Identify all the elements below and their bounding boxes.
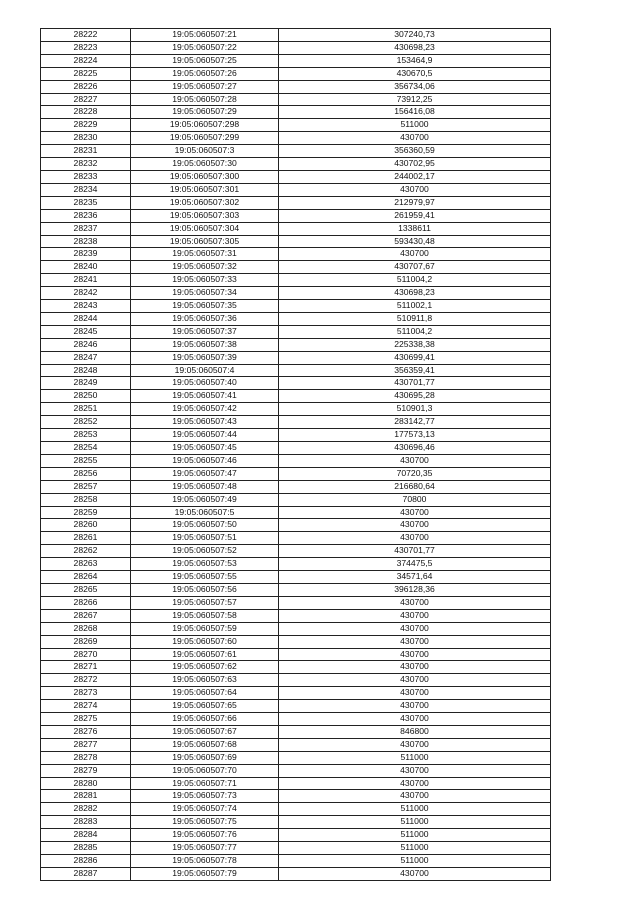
table-row bbox=[41, 777, 551, 790]
value-cell: 430701,77 bbox=[279, 545, 551, 558]
row-number-cell: 28264 bbox=[41, 571, 131, 584]
table-row bbox=[41, 480, 551, 493]
value-cell: 430700 bbox=[279, 713, 551, 726]
value-cell: 177573,13 bbox=[279, 429, 551, 442]
cadastral-number-cell: 19:05:060507:26 bbox=[131, 67, 279, 80]
row-number-cell: 28248 bbox=[41, 364, 131, 377]
table-row bbox=[41, 454, 551, 467]
row-number-cell: 28252 bbox=[41, 416, 131, 429]
cadastral-number-cell: 19:05:060507:42 bbox=[131, 403, 279, 416]
row-number-cell: 28225 bbox=[41, 67, 131, 80]
table-row bbox=[41, 312, 551, 325]
value-cell: 70720,35 bbox=[279, 467, 551, 480]
cadastral-number-cell: 19:05:060507:70 bbox=[131, 764, 279, 777]
cadastral-number-cell: 19:05:060507:75 bbox=[131, 816, 279, 829]
value-cell: 430700 bbox=[279, 532, 551, 545]
table-row bbox=[41, 67, 551, 80]
row-number-cell: 28242 bbox=[41, 287, 131, 300]
row-number-cell: 28266 bbox=[41, 596, 131, 609]
value-cell: 225338,38 bbox=[279, 338, 551, 351]
cadastral-number-cell: 19:05:060507:50 bbox=[131, 519, 279, 532]
table-row bbox=[41, 764, 551, 777]
value-cell: 430698,23 bbox=[279, 287, 551, 300]
table-row bbox=[41, 364, 551, 377]
row-number-cell: 28258 bbox=[41, 493, 131, 506]
value-cell: 430699,41 bbox=[279, 351, 551, 364]
row-number-cell: 28238 bbox=[41, 235, 131, 248]
cadastral-number-cell: 19:05:060507:74 bbox=[131, 803, 279, 816]
value-cell: 430700 bbox=[279, 248, 551, 261]
value-cell: 511002,1 bbox=[279, 300, 551, 313]
table-row bbox=[41, 196, 551, 209]
value-cell: 430701,77 bbox=[279, 377, 551, 390]
cadastral-number-cell: 19:05:060507:27 bbox=[131, 80, 279, 93]
value-cell: 430700 bbox=[279, 132, 551, 145]
table-row bbox=[41, 635, 551, 648]
row-number-cell: 28276 bbox=[41, 725, 131, 738]
cadastral-number-cell: 19:05:060507:21 bbox=[131, 29, 279, 42]
cadastral-number-cell: 19:05:060507:41 bbox=[131, 390, 279, 403]
table-row bbox=[41, 261, 551, 274]
table-row bbox=[41, 467, 551, 480]
table-row bbox=[41, 571, 551, 584]
row-number-cell: 28237 bbox=[41, 222, 131, 235]
table-row bbox=[41, 274, 551, 287]
cadastral-number-cell: 19:05:060507:51 bbox=[131, 532, 279, 545]
value-cell: 511004,2 bbox=[279, 325, 551, 338]
value-cell: 430700 bbox=[279, 506, 551, 519]
row-number-cell: 28239 bbox=[41, 248, 131, 261]
row-number-cell: 28272 bbox=[41, 674, 131, 687]
row-number-cell: 28270 bbox=[41, 648, 131, 661]
row-number-cell: 28285 bbox=[41, 842, 131, 855]
table-row bbox=[41, 558, 551, 571]
value-cell: 511000 bbox=[279, 855, 551, 868]
value-cell: 511000 bbox=[279, 816, 551, 829]
row-number-cell: 28261 bbox=[41, 532, 131, 545]
cadastral-number-cell: 19:05:060507:304 bbox=[131, 222, 279, 235]
cadastral-number-cell: 19:05:060507:67 bbox=[131, 725, 279, 738]
cadastral-number-cell: 19:05:060507:47 bbox=[131, 467, 279, 480]
table-row bbox=[41, 532, 551, 545]
row-number-cell: 28259 bbox=[41, 506, 131, 519]
row-number-cell: 28251 bbox=[41, 403, 131, 416]
value-cell: 396128,36 bbox=[279, 583, 551, 596]
row-number-cell: 28281 bbox=[41, 790, 131, 803]
table-row bbox=[41, 132, 551, 145]
cadastral-number-cell: 19:05:060507:32 bbox=[131, 261, 279, 274]
table-body bbox=[41, 29, 551, 881]
row-number-cell: 28273 bbox=[41, 687, 131, 700]
table-row bbox=[41, 235, 551, 248]
row-number-cell: 28228 bbox=[41, 106, 131, 119]
cadastral-number-cell: 19:05:060507:59 bbox=[131, 622, 279, 635]
row-number-cell: 28230 bbox=[41, 132, 131, 145]
row-number-cell: 28256 bbox=[41, 467, 131, 480]
value-cell: 307240,73 bbox=[279, 29, 551, 42]
value-cell: 244002,17 bbox=[279, 170, 551, 183]
table-row bbox=[41, 842, 551, 855]
cadastral-number-cell: 19:05:060507:55 bbox=[131, 571, 279, 584]
cadastral-number-cell: 19:05:060507:61 bbox=[131, 648, 279, 661]
value-cell: 430700 bbox=[279, 635, 551, 648]
row-number-cell: 28247 bbox=[41, 351, 131, 364]
row-number-cell: 28265 bbox=[41, 583, 131, 596]
cadastral-number-cell: 19:05:060507:66 bbox=[131, 713, 279, 726]
row-number-cell: 28284 bbox=[41, 829, 131, 842]
table-row bbox=[41, 700, 551, 713]
value-cell: 430700 bbox=[279, 454, 551, 467]
cadastral-number-cell: 19:05:060507:76 bbox=[131, 829, 279, 842]
value-cell: 430670,5 bbox=[279, 67, 551, 80]
cadastral-number-cell: 19:05:060507:34 bbox=[131, 287, 279, 300]
cadastral-number-cell: 19:05:060507:58 bbox=[131, 609, 279, 622]
row-number-cell: 28271 bbox=[41, 661, 131, 674]
row-number-cell: 28268 bbox=[41, 622, 131, 635]
row-number-cell: 28257 bbox=[41, 480, 131, 493]
value-cell: 430700 bbox=[279, 764, 551, 777]
value-cell: 430695,28 bbox=[279, 390, 551, 403]
row-number-cell: 28267 bbox=[41, 609, 131, 622]
cadastral-number-cell: 19:05:060507:4 bbox=[131, 364, 279, 377]
value-cell: 1338611 bbox=[279, 222, 551, 235]
table-row bbox=[41, 222, 551, 235]
value-cell: 356359,41 bbox=[279, 364, 551, 377]
value-cell: 73912,25 bbox=[279, 93, 551, 106]
cadastral-number-cell: 19:05:060507:25 bbox=[131, 54, 279, 67]
row-number-cell: 28236 bbox=[41, 209, 131, 222]
value-cell: 283142,77 bbox=[279, 416, 551, 429]
cadastral-number-cell: 19:05:060507:52 bbox=[131, 545, 279, 558]
row-number-cell: 28254 bbox=[41, 442, 131, 455]
value-cell: 430700 bbox=[279, 609, 551, 622]
row-number-cell: 28233 bbox=[41, 170, 131, 183]
table-row bbox=[41, 519, 551, 532]
cadastral-number-cell: 19:05:060507:57 bbox=[131, 596, 279, 609]
table-row bbox=[41, 442, 551, 455]
cadastral-number-cell: 19:05:060507:49 bbox=[131, 493, 279, 506]
value-cell: 430696,46 bbox=[279, 442, 551, 455]
table-row bbox=[41, 648, 551, 661]
row-number-cell: 28235 bbox=[41, 196, 131, 209]
table-row bbox=[41, 751, 551, 764]
value-cell: 430700 bbox=[279, 700, 551, 713]
table-row bbox=[41, 674, 551, 687]
cadastral-number-cell: 19:05:060507:68 bbox=[131, 738, 279, 751]
value-cell: 511000 bbox=[279, 803, 551, 816]
cadastral-number-cell: 19:05:060507:36 bbox=[131, 312, 279, 325]
cadastral-number-cell: 19:05:060507:45 bbox=[131, 442, 279, 455]
value-cell: 356734,06 bbox=[279, 80, 551, 93]
table-row bbox=[41, 338, 551, 351]
row-number-cell: 28255 bbox=[41, 454, 131, 467]
value-cell: 430698,23 bbox=[279, 41, 551, 54]
table-row bbox=[41, 390, 551, 403]
row-number-cell: 28245 bbox=[41, 325, 131, 338]
cadastral-number-cell: 19:05:060507:46 bbox=[131, 454, 279, 467]
table-row bbox=[41, 713, 551, 726]
value-cell: 430700 bbox=[279, 777, 551, 790]
table-row bbox=[41, 855, 551, 868]
cadastral-number-cell: 19:05:060507:298 bbox=[131, 119, 279, 132]
cadastral-number-cell: 19:05:060507:3 bbox=[131, 145, 279, 158]
cadastral-number-cell: 19:05:060507:299 bbox=[131, 132, 279, 145]
row-number-cell: 28275 bbox=[41, 713, 131, 726]
cadastral-number-cell: 19:05:060507:56 bbox=[131, 583, 279, 596]
cadastral-number-cell: 19:05:060507:77 bbox=[131, 842, 279, 855]
value-cell: 156416,08 bbox=[279, 106, 551, 119]
row-number-cell: 28279 bbox=[41, 764, 131, 777]
row-number-cell: 28232 bbox=[41, 158, 131, 171]
table-row bbox=[41, 325, 551, 338]
cadastral-number-cell: 19:05:060507:35 bbox=[131, 300, 279, 313]
value-cell: 511000 bbox=[279, 842, 551, 855]
table-row bbox=[41, 790, 551, 803]
value-cell: 153464,9 bbox=[279, 54, 551, 67]
table-row bbox=[41, 622, 551, 635]
cadastral-number-cell: 19:05:060507:38 bbox=[131, 338, 279, 351]
table-row bbox=[41, 506, 551, 519]
table-row bbox=[41, 738, 551, 751]
table-row bbox=[41, 416, 551, 429]
cadastral-number-cell: 19:05:060507:73 bbox=[131, 790, 279, 803]
value-cell: 593430,48 bbox=[279, 235, 551, 248]
cadastral-number-cell: 19:05:060507:39 bbox=[131, 351, 279, 364]
value-cell: 374475,5 bbox=[279, 558, 551, 571]
table-row bbox=[41, 377, 551, 390]
value-cell: 511000 bbox=[279, 751, 551, 764]
row-number-cell: 28263 bbox=[41, 558, 131, 571]
table-row bbox=[41, 29, 551, 42]
value-cell: 430700 bbox=[279, 867, 551, 880]
row-number-cell: 28231 bbox=[41, 145, 131, 158]
cadastral-number-cell: 19:05:060507:43 bbox=[131, 416, 279, 429]
cadastral-number-cell: 19:05:060507:300 bbox=[131, 170, 279, 183]
table-row bbox=[41, 403, 551, 416]
row-number-cell: 28246 bbox=[41, 338, 131, 351]
table-row bbox=[41, 803, 551, 816]
value-cell: 510911,8 bbox=[279, 312, 551, 325]
cadastral-number-cell: 19:05:060507:63 bbox=[131, 674, 279, 687]
table-row bbox=[41, 816, 551, 829]
table-row bbox=[41, 829, 551, 842]
value-cell: 430700 bbox=[279, 738, 551, 751]
table-row bbox=[41, 725, 551, 738]
cadastral-number-cell: 19:05:060507:29 bbox=[131, 106, 279, 119]
cadastral-number-cell: 19:05:060507:53 bbox=[131, 558, 279, 571]
row-number-cell: 28250 bbox=[41, 390, 131, 403]
table-row bbox=[41, 351, 551, 364]
table-row bbox=[41, 609, 551, 622]
value-cell: 430700 bbox=[279, 648, 551, 661]
value-cell: 430702,95 bbox=[279, 158, 551, 171]
cadastral-number-cell: 19:05:060507:28 bbox=[131, 93, 279, 106]
table-row bbox=[41, 158, 551, 171]
value-cell: 430700 bbox=[279, 183, 551, 196]
value-cell: 212979,97 bbox=[279, 196, 551, 209]
cadastral-number-cell: 19:05:060507:302 bbox=[131, 196, 279, 209]
cadastral-number-cell: 19:05:060507:22 bbox=[131, 41, 279, 54]
table-row bbox=[41, 209, 551, 222]
table-row bbox=[41, 661, 551, 674]
table-row bbox=[41, 596, 551, 609]
table-row bbox=[41, 170, 551, 183]
value-cell: 430700 bbox=[279, 596, 551, 609]
value-cell: 261959,41 bbox=[279, 209, 551, 222]
table-row bbox=[41, 867, 551, 880]
cadastral-number-cell: 19:05:060507:79 bbox=[131, 867, 279, 880]
table-row bbox=[41, 583, 551, 596]
table-row bbox=[41, 80, 551, 93]
cadastral-number-cell: 19:05:060507:301 bbox=[131, 183, 279, 196]
value-cell: 70800 bbox=[279, 493, 551, 506]
row-number-cell: 28274 bbox=[41, 700, 131, 713]
table-row bbox=[41, 429, 551, 442]
table-row bbox=[41, 106, 551, 119]
row-number-cell: 28240 bbox=[41, 261, 131, 274]
cadastral-number-cell: 19:05:060507:65 bbox=[131, 700, 279, 713]
value-cell: 510901,3 bbox=[279, 403, 551, 416]
value-cell: 430700 bbox=[279, 519, 551, 532]
table-row bbox=[41, 287, 551, 300]
row-number-cell: 28287 bbox=[41, 867, 131, 880]
row-number-cell: 28282 bbox=[41, 803, 131, 816]
row-number-cell: 28280 bbox=[41, 777, 131, 790]
cadastral-number-cell: 19:05:060507:5 bbox=[131, 506, 279, 519]
value-cell: 430700 bbox=[279, 661, 551, 674]
value-cell: 511000 bbox=[279, 119, 551, 132]
cadastral-number-cell: 19:05:060507:78 bbox=[131, 855, 279, 868]
cadastral-number-cell: 19:05:060507:30 bbox=[131, 158, 279, 171]
row-number-cell: 28244 bbox=[41, 312, 131, 325]
cadastral-number-cell: 19:05:060507:62 bbox=[131, 661, 279, 674]
value-cell: 34571,64 bbox=[279, 571, 551, 584]
row-number-cell: 28234 bbox=[41, 183, 131, 196]
row-number-cell: 28226 bbox=[41, 80, 131, 93]
row-number-cell: 28278 bbox=[41, 751, 131, 764]
value-cell: 216680,64 bbox=[279, 480, 551, 493]
row-number-cell: 28223 bbox=[41, 41, 131, 54]
table-row bbox=[41, 493, 551, 506]
row-number-cell: 28283 bbox=[41, 816, 131, 829]
cadastral-number-cell: 19:05:060507:64 bbox=[131, 687, 279, 700]
cadastral-value-table bbox=[40, 28, 551, 881]
cadastral-number-cell: 19:05:060507:33 bbox=[131, 274, 279, 287]
value-cell: 430700 bbox=[279, 674, 551, 687]
value-cell: 511004,2 bbox=[279, 274, 551, 287]
value-cell: 511000 bbox=[279, 829, 551, 842]
cadastral-number-cell: 19:05:060507:44 bbox=[131, 429, 279, 442]
cadastral-number-cell: 19:05:060507:71 bbox=[131, 777, 279, 790]
table-row bbox=[41, 300, 551, 313]
cadastral-number-cell: 19:05:060507:305 bbox=[131, 235, 279, 248]
table-row bbox=[41, 687, 551, 700]
row-number-cell: 28286 bbox=[41, 855, 131, 868]
row-number-cell: 28243 bbox=[41, 300, 131, 313]
row-number-cell: 28260 bbox=[41, 519, 131, 532]
table-row bbox=[41, 54, 551, 67]
cadastral-number-cell: 19:05:060507:69 bbox=[131, 751, 279, 764]
row-number-cell: 28262 bbox=[41, 545, 131, 558]
value-cell: 846800 bbox=[279, 725, 551, 738]
table-row bbox=[41, 119, 551, 132]
table-row bbox=[41, 93, 551, 106]
value-cell: 430700 bbox=[279, 687, 551, 700]
cadastral-number-cell: 19:05:060507:40 bbox=[131, 377, 279, 390]
table-row bbox=[41, 545, 551, 558]
row-number-cell: 28269 bbox=[41, 635, 131, 648]
value-cell: 430707,67 bbox=[279, 261, 551, 274]
row-number-cell: 28253 bbox=[41, 429, 131, 442]
value-cell: 430700 bbox=[279, 790, 551, 803]
value-cell: 356360,59 bbox=[279, 145, 551, 158]
value-cell: 430700 bbox=[279, 622, 551, 635]
cadastral-number-cell: 19:05:060507:31 bbox=[131, 248, 279, 261]
table-row bbox=[41, 248, 551, 261]
table-row bbox=[41, 183, 551, 196]
cadastral-number-cell: 19:05:060507:303 bbox=[131, 209, 279, 222]
row-number-cell: 28222 bbox=[41, 29, 131, 42]
row-number-cell: 28227 bbox=[41, 93, 131, 106]
row-number-cell: 28277 bbox=[41, 738, 131, 751]
cadastral-number-cell: 19:05:060507:48 bbox=[131, 480, 279, 493]
row-number-cell: 28249 bbox=[41, 377, 131, 390]
row-number-cell: 28229 bbox=[41, 119, 131, 132]
row-number-cell: 28241 bbox=[41, 274, 131, 287]
row-number-cell: 28224 bbox=[41, 54, 131, 67]
cadastral-number-cell: 19:05:060507:60 bbox=[131, 635, 279, 648]
table-row bbox=[41, 145, 551, 158]
table-row bbox=[41, 41, 551, 54]
cadastral-number-cell: 19:05:060507:37 bbox=[131, 325, 279, 338]
